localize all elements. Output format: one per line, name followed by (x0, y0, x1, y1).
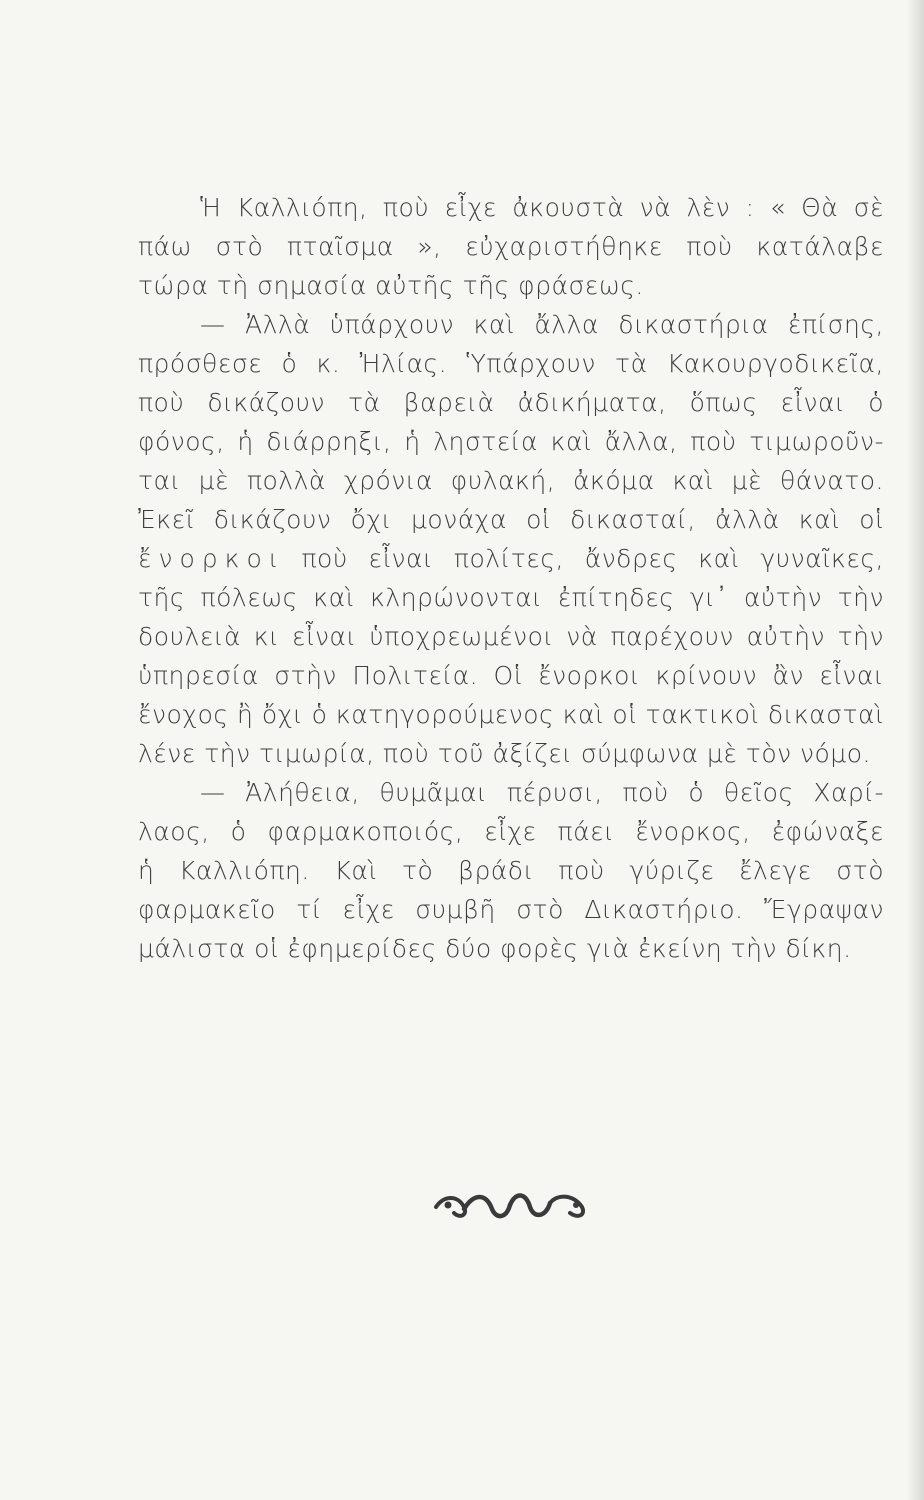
text-line: — Ἀλλὰ ὑπάρχουν καὶ ἄλλα δικαστήρια ἐπίσης, (200, 310, 884, 339)
text-line: Ἐκεῖ δικάζουν ὄχι μονάχα οἱ δικασταί, ἀλλὰ καὶ οἱ (138, 505, 884, 534)
text-line: ἔνοχος ἢ ὄχι ὁ κατηγορούμενος καὶ οἱ τακτικοὶ δικασταὶ (138, 700, 884, 729)
text-line: ὑπηρεσία στὴν Πολιτεία. Οἱ ἔνορκοι κρίνουν ἂν εἶναι (138, 661, 884, 690)
text-line: λένε τὴν τιμωρία, ποὺ τοῦ ἀξίζει σύμφωνα μὲ τὸν νόμο. (138, 739, 871, 768)
text-line: ται μὲ πολλὰ χρόνια φυλακή, ἀκόμα καὶ μὲ θάνατο. (138, 466, 884, 495)
text-line: τώρα τὴ σημασία αὐτῆς τῆς φράσεως. (138, 271, 644, 300)
text-line: τῆς πόλεως καὶ κληρώνονται ἐπίτηδες γι᾽ αὐτὴν τὴν (138, 583, 884, 612)
text-line-rest: ποὺ εἶναι πολίτες, ἄνδρες καὶ γυναῖκες, (301, 544, 884, 573)
body-text (138, 188, 884, 968)
text-line: — Ἀλήθεια, θυμᾶμαι πέρυσι, ποὺ ὁ θεῖος Χαρί- (200, 778, 884, 807)
spaced-word: ἔνορκοι (138, 544, 286, 573)
text-line: ποὺ δικάζουν τὰ βαρειὰ ἀδικήματα, ὅπως εἶναι ὁ (138, 388, 884, 417)
text-line: πάω στὸ πταῖσμα », εὐχαριστήθηκε ποὺ κατάλαβε (138, 232, 884, 261)
text-line: μάλιστα οἱ ἐφημερίδες δύο φορὲς γιὰ ἐκείνη τὴν δίκη. (138, 934, 852, 963)
text-line: φαρμακεῖο τί εἶχε συμβῆ στὸ Δικαστήριο. Ἔγραψαν (138, 895, 884, 924)
text-line: πρόσθεσε ὁ κ. Ἠλίας. Ὑπάρχουν τὰ Κακουργοδικεῖα, (138, 349, 884, 378)
text-line: Ἡ Καλλιόπη, ποὺ εἶχε ἀκουστὰ νὰ λὲν : « Θὰ σὲ (200, 193, 884, 222)
text-line: ἡ Καλλιόπη. Καὶ τὸ βράδι ποὺ γύριζε ἔλεγε στὸ (138, 856, 884, 885)
text-line: φόνος, ἡ διάρρηξι, ἡ ληστεία καὶ ἄλλα, ποὺ τιμωροῦν- (138, 427, 884, 456)
page-spine-shadow (906, 0, 924, 1500)
text-line (138, 539, 884, 578)
text-line: δουλειὰ κι εἶναι ὑποχρεωμένοι νὰ παρέχουν αὐτὴν τὴν (138, 622, 884, 651)
ornament-flourish-icon (430, 1185, 590, 1225)
text-line: λαος, ὁ φαρμακοποιός, εἶχε πάει ἔνορκος, ἐφώναξε (138, 817, 884, 846)
